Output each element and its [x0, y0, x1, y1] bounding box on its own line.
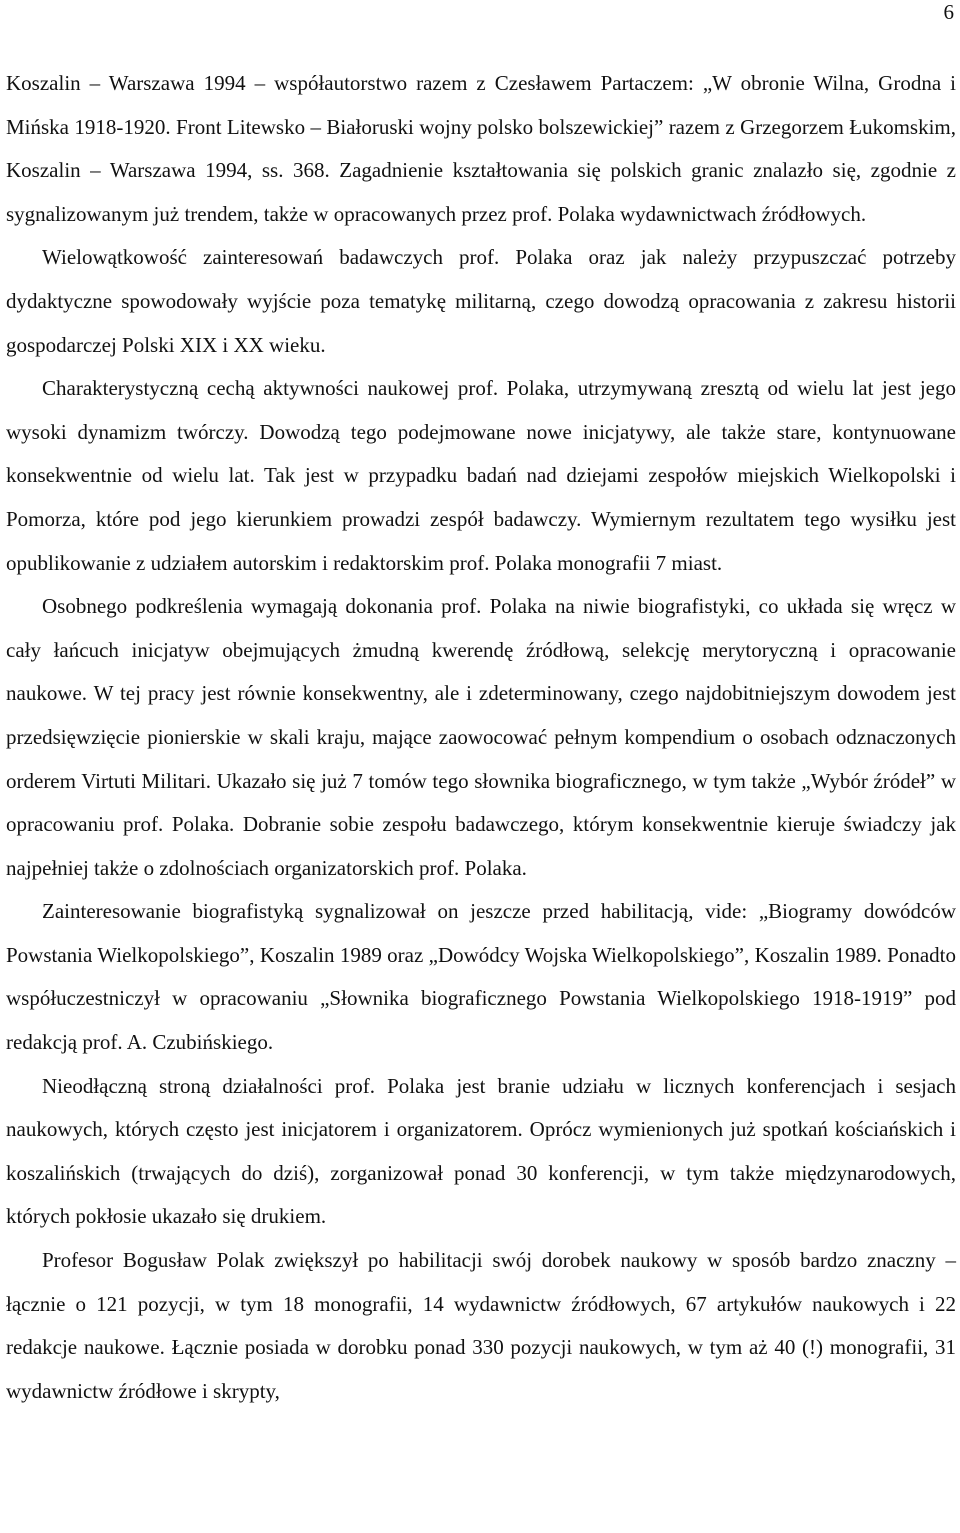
paragraph-1: Koszalin – Warszawa 1994 – współautorstwo razem z Czesławem Partaczem: „W obronie Wilna, Grodna i Mińska 1918-1920. Front Litewsko – Białoruski wojny polsko bolszewickiej” razem z Grzegorzem Łukomskim, Koszalin – Warszawa 1994, ss. 368. Zagadnienie kształtowania się polskich granic znalazło się, zgodnie z sygnalizowanym już trendem, także w opracowanych przez prof. Polaka wydawnictwach źródłowych. [6, 71, 956, 226]
page-number: 6 [943, 0, 954, 24]
paragraph-2: Wielowątkowość zainteresowań badawczych prof. Polaka oraz jak należy przypuszczać potrzeby dydaktyczne spowodowały wyjście poza tematykę militarną, czego dowodzą opracowania z zakresu historii gospodarczej Polski XIX i XX wieku. [6, 245, 956, 357]
paragraph-4: Osobnego podkreślenia wymagają dokonania prof. Polaka na niwie biografistyki, co układa się wręcz w cały łańcuch inicjatyw obejmujących żmudną kwerendę źródłową, selekcję merytoryczną i opracowanie naukowe. W tej pracy jest równie konsekwentny, ale i zdeterminowany, czego najdobitniejszym dowodem jest przedsięwzięcie pionierskie w skali kraju, mające zaowocować pełnym kompendium o osobach odznaczonych orderem Virtuti Militari. Ukazało się już 7 tomów tego słownika biograficznego, w tym także „Wybór źródeł” w opracowaniu prof. Polaka. Dobranie sobie zespołu badawczego, którym konsekwentnie kieruje świadczy jak najpełniej także o zdolnościach organizatorskich prof. Polaka. [6, 594, 956, 880]
document-body [6, 62, 956, 1413]
paragraph-5: Zainteresowanie biografistyką sygnalizował on jeszcze przed habilitacją, vide: „Biogramy dowódców Powstania Wielkopolskiego”, Koszalin 1989 oraz „Dowódcy Wojska Wielkopolskiego”, Koszalin 1989. Ponadto współuczestniczył w opracowaniu „Słownika biograficznego Powstania Wielkopolskiego 1918-1919” pod redakcją prof. A. Czubińskiego. [6, 899, 956, 1055]
paragraph-6: Nieodłączną stroną działalności prof. Polaka jest branie udziału w licznych konferencjach i sesjach naukowych, których często jest inicjatorem i organizatorem. Oprócz wymienionych już spotkań kościańskich i koszalińskich (trwających do dziś), zorganizował ponad 30 konferencji, w tym także międzynarodowych, których pokłosie ukazało się drukiem. [6, 1073, 956, 1229]
paragraph-7: Profesor Bogusław Polak zwiększył po habilitacji swój dorobek naukowy w sposób bardzo znaczny – łącznie o 121 pozycji, w tym 18 monografii, 14 wydawnictw źródłowych, 67 artykułów naukowych i 22 redakcje naukowe. Łącznie posiada w dorobku ponad 330 pozycji naukowych, w tym aż 40 (!) monografii, 31 wydawnictw źródłowe i skrypty, [6, 1248, 956, 1403]
paragraph-3: Charakterystyczną cechą aktywności naukowej prof. Polaka, utrzymywaną zresztą od wielu lat jest jego wysoki dynamizm twórczy. Dowodzą tego podejmowane nowe inicjatywy, ale także stare, kontynuowane konsekwentnie od wielu lat. Tak jest w przypadku badań nad dziejami zespołów miejskich Wielkopolski i Pomorza, które pod jego kierunkiem prowadzi zespół badawczy. Wymiernym rezultatem tego wysiłku jest opublikowanie z udziałem autorskim i redaktorskim prof. Polaka monografii 7 miast. [6, 376, 956, 575]
